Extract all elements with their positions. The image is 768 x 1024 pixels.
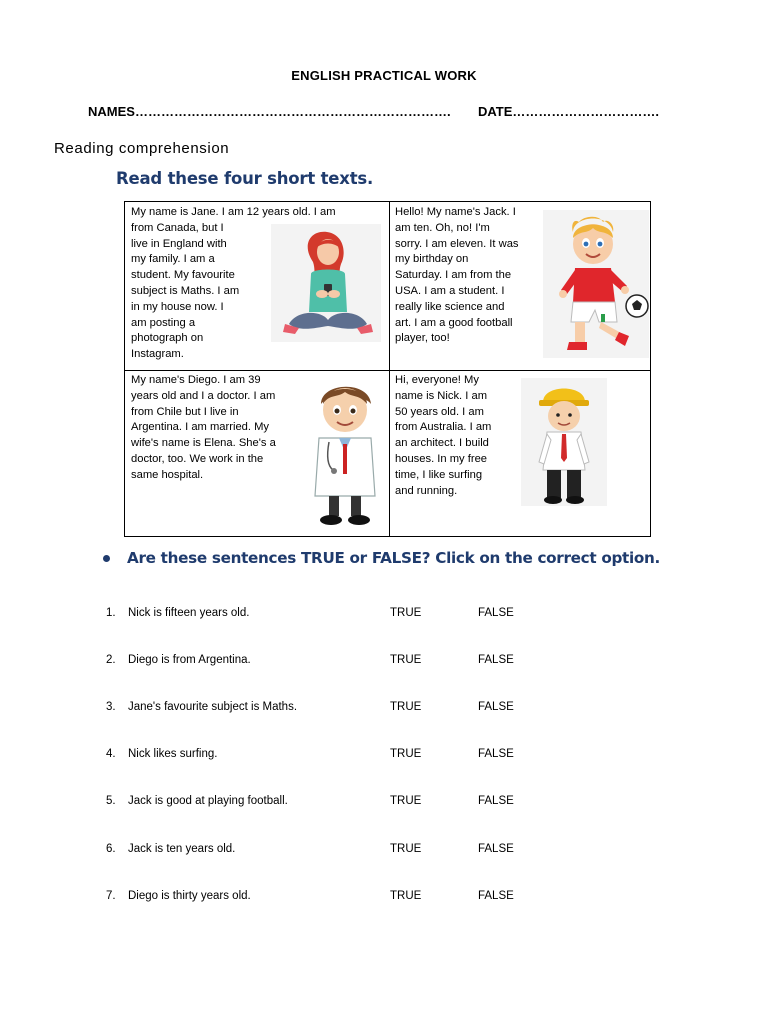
grid-divider-horizontal	[125, 370, 650, 371]
false-option[interactable]: FALSE	[478, 607, 514, 619]
text-nick: Hi, everyone! My name is Nick. I am 50 years old. I am from Australia. I am an architect. I build houses. In my free time, I like surfing and running.	[395, 374, 492, 497]
true-option[interactable]: TRUE	[390, 748, 422, 760]
question-number: 4.	[106, 748, 116, 760]
texts-heading: Read these four short texts.	[116, 169, 374, 188]
question-number: 6.	[106, 843, 116, 855]
doctor-icon	[307, 378, 383, 528]
question-row	[0, 607, 768, 625]
true-option[interactable]: TRUE	[390, 654, 422, 666]
false-option[interactable]: FALSE	[478, 795, 514, 807]
false-option[interactable]: FALSE	[478, 701, 514, 713]
instruction-text: Are these sentences TRUE or FALSE? Click on the correct option.	[127, 549, 661, 567]
true-option[interactable]: TRUE	[390, 890, 422, 902]
boy-with-football-icon	[543, 210, 649, 358]
question-text: Nick likes surfing.	[128, 748, 218, 760]
date-field[interactable]: DATE…………………………….	[478, 104, 660, 119]
names-date-line	[88, 104, 688, 119]
true-option[interactable]: TRUE	[390, 607, 422, 619]
architect-icon	[521, 378, 607, 506]
question-row	[0, 701, 768, 719]
question-row	[0, 843, 768, 861]
false-option[interactable]: FALSE	[478, 890, 514, 902]
bullet-icon	[103, 555, 110, 562]
names-field[interactable]: NAMES……………………………………………………………….	[88, 104, 451, 119]
girl-with-phone-icon	[271, 224, 381, 342]
grid-divider-vertical	[389, 202, 390, 536]
worksheet-title: ENGLISH PRACTICAL WORK	[291, 68, 477, 83]
question-row	[0, 748, 768, 766]
question-row	[0, 654, 768, 672]
true-option[interactable]: TRUE	[390, 795, 422, 807]
question-number: 2.	[106, 654, 116, 666]
question-number: 1.	[106, 607, 116, 619]
question-text: Jack is ten years old.	[128, 843, 236, 855]
instruction-row	[103, 549, 660, 567]
false-option[interactable]: FALSE	[478, 748, 514, 760]
question-text: Nick is fifteen years old.	[128, 607, 250, 619]
question-text: Jack is good at playing football.	[128, 795, 288, 807]
question-number: 7.	[106, 890, 116, 902]
question-row	[0, 890, 768, 908]
text-jane: My name is Jane. I am 12 years old. I am from Canada, but I live in England with my family. I am a student. My favourite subject is Maths. I am in my house now. I am posting a photograph on Instagram.	[131, 206, 336, 361]
question-text: Diego is from Argentina.	[128, 654, 251, 666]
true-option[interactable]: TRUE	[390, 843, 422, 855]
section-title: Reading comprehension	[54, 140, 230, 157]
texts-grid	[124, 201, 651, 537]
question-row	[0, 795, 768, 813]
question-number: 3.	[106, 701, 116, 713]
false-option[interactable]: FALSE	[478, 843, 514, 855]
question-text: Diego is thirty years old.	[128, 890, 251, 902]
question-number: 5.	[106, 795, 116, 807]
text-jack: Hello! My name's Jack. I am ten. Oh, no! I'm sorry. I am eleven. It was my birthday on Saturday. I am from the USA. I am a student. I really like science and art. I am a good football player, too!	[395, 206, 519, 345]
true-option[interactable]: TRUE	[390, 701, 422, 713]
false-option[interactable]: FALSE	[478, 654, 514, 666]
text-diego: My name's Diego. I am 39 years old and I a doctor. I am from Chile but I live in Argentina. I am married. My wife's name is Elena. She's a doctor, too. We work in the same hospital.	[131, 374, 276, 481]
question-text: Jane's favourite subject is Maths.	[128, 701, 298, 713]
